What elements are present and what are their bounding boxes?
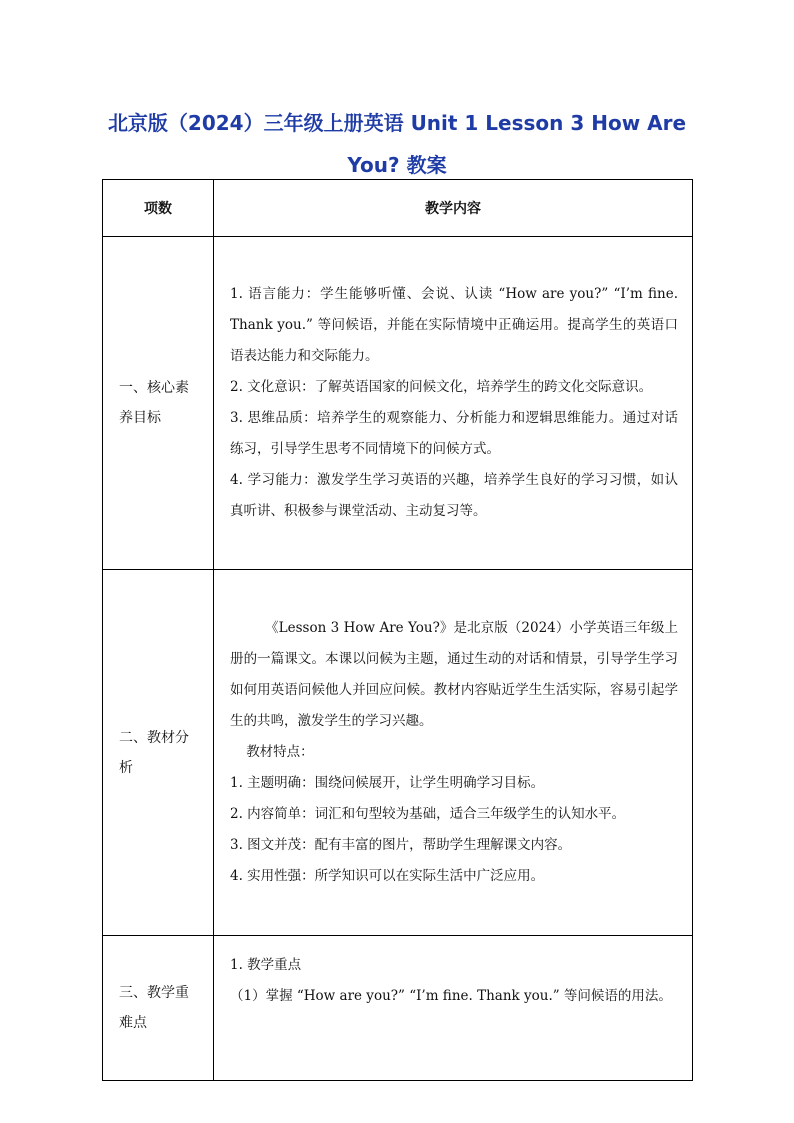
- analysis-paragraph: 3. 图文并茂：配有丰富的图片，帮助学生理解课文内容。: [230, 837, 572, 853]
- key-point-paragraph: （1）掌握 “How are you?” “I’m fine. Thank you.” 等问候语的用法。: [230, 988, 672, 1004]
- table-header-row: [103, 180, 693, 237]
- analysis-paragraph: 4. 实用性强：所学知识可以在实际生活中广泛应用。: [230, 868, 545, 884]
- table-row: [103, 570, 693, 936]
- goal-paragraph: 3. 思维品质：培养学生的观察能力、分析能力和逻辑思维能力。通过对话练习，引导学生思考不同情境下的问候方式。: [230, 410, 678, 457]
- key-point-heading: 1. 教学重点: [230, 957, 302, 973]
- analysis-subheading: 教材特点：: [246, 744, 314, 760]
- row-content-key-points: [214, 936, 693, 1081]
- row-label-key-points: 三、教学重难点: [103, 936, 214, 1081]
- lesson-plan-table: [102, 179, 693, 1081]
- header-item-column: 项数: [103, 180, 214, 237]
- row-label-core-goals: 一、核心素养目标: [103, 237, 214, 570]
- analysis-paragraph: 《Lesson 3 How Are You?》是北京版（2024）小学英语三年级上册的一篇课文。本课以问候为主题，通过生动的对话和情景，引导学生学习如何用英语问候他人并回应问候。教材内容贴近学生生活实际，容易引起学生的共鸣，激发学生的学习兴趣。: [230, 620, 678, 729]
- row-content-core-goals: [214, 237, 693, 570]
- header-content-column: 教学内容: [214, 180, 693, 237]
- table-row: [103, 936, 693, 1081]
- analysis-paragraph: 2. 内容简单：词汇和句型较为基础，适合三年级学生的认知水平。: [230, 806, 626, 822]
- goal-paragraph: 1. 语言能力：学生能够听懂、会说、认读 “How are you?” “I’m fine. Thank you.” 等问候语，并能在实际情境中正确运用。提高学生的英语口语表达能力和交际能力。: [230, 286, 678, 364]
- goal-paragraph: 2. 文化意识：了解英语国家的问候文化，培养学生的跨文化交际意识。: [230, 379, 653, 395]
- goal-paragraph: 4. 学习能力：激发学生学习英语的兴趣，培养学生良好的学习习惯，如认真听讲、积极参与课堂活动、主动复习等。: [230, 472, 678, 519]
- analysis-paragraph: 1. 主题明确：围绕问候展开，让学生明确学习目标。: [230, 775, 545, 791]
- row-content-textbook-analysis: [214, 570, 693, 936]
- document-title: 北京版（2024）三年级上册英语 Unit 1 Lesson 3 How Are You? 教案: [107, 111, 687, 177]
- table-row: [103, 237, 693, 570]
- row-label-textbook-analysis: 二、教材分析: [103, 570, 214, 936]
